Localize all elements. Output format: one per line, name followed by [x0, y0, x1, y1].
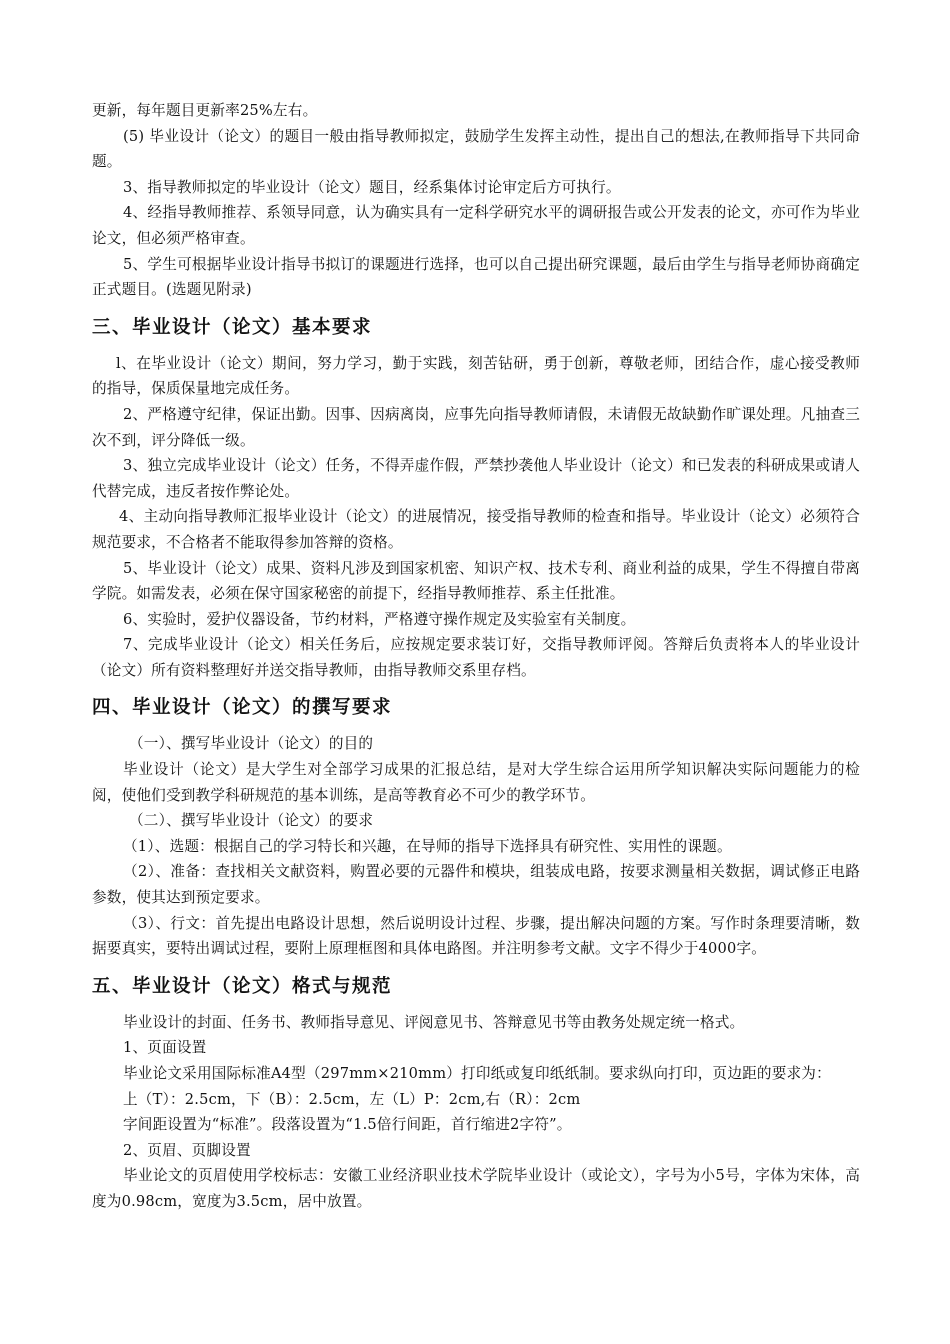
subheading-purpose: （一）、撰写毕业设计（论文）的目的 — [129, 735, 374, 753]
subheading-header-footer: 2、页眉、页脚设置 — [123, 1141, 251, 1159]
paragraph-req-6: 6、实验时，爱护仪器设备，节约材料，严格遵守操作规定及实验室有关制度。 — [123, 610, 636, 628]
paragraph-header-setting: 毕业论文的页眉使用学校标志：安徽工业经济职业技术学院毕业设计（或论文），字号为小5号，字体为宋体，高度为0.98cm，宽度为3.5cm，居中放置。 — [92, 1167, 860, 1210]
paragraph-topic-5: (5) 毕业设计（论文）的题目一般由指导教师拟定，鼓励学生发挥主动性，提出自己的想法,在教师指导下共同命题。 — [92, 127, 860, 171]
section-heading-5: 五、毕业设计（论文）格式与规范 — [92, 975, 393, 997]
paragraph-purpose: 毕业设计（论文）是大学生对全部学习成果的汇报总结，是对大学生综合运用所学知识解决实际问题能力的检阅，使他们受到教学科研规范的基本训练，是高等教育必不可少的教学环节。 — [92, 761, 860, 804]
paragraph-item-3: 3、指导教师拟定的毕业设计（论文）题目，经系集体讨论审定后方可执行。 — [123, 178, 621, 196]
paragraph-topic-selection: （1）、选题：根据自己的学习特长和兴趣，在导师的指导下选择具有研究性、实用性的课题。 — [123, 837, 732, 855]
paragraph-req-1: l、在毕业设计（论文）期间，努力学习，勤于实践，刻苦钻研，勇于创新，尊敬老师，团结合作，虚心接受教师的指导，保质保量地完成任务。 — [92, 354, 860, 398]
paragraph-paper-size: 毕业论文采用国际标准A4型（297mm×210mm）打印纸或复印纸纸制。要求纵向打印，页边距的要求为： — [123, 1065, 831, 1082]
paragraph-req-4: 4、主动向指导教师汇报毕业设计（论文）的进展情况，接受指导教师的检查和指导。毕业设计（论文）必须符合规范要求，不合格者不能取得参加答辩的资格。 — [92, 508, 860, 551]
paragraph-margins: 上（T）：2.5cm，下（B）：2.5cm，左（L）P：2cm,右（R）：2cm — [123, 1090, 581, 1108]
subheading-page-setup: 1、页面设置 — [123, 1039, 207, 1057]
paragraph-spacing: 字间距设置为“标准”。段落设置为“1.5倍行间距，首行缩进2字符”。 — [123, 1116, 572, 1134]
document-page — [92, 98, 860, 1215]
paragraph-writing: （3）、行文：首先提出电路设计思想，然后说明设计过程、步骤，提出解决问题的方案。写作时条理要清晰，数据要真实，要特出调试过程，要附上原理框图和具体电路图。并注明参考文献。文字不得少于4000字。 — [92, 914, 860, 958]
section-heading-3: 三、毕业设计（论文）基本要求 — [92, 316, 373, 338]
paragraph-req-2: 2、严格遵守纪律，保证出勤。因事、因病离岗，应事先向指导教师请假，未请假无故缺勤作旷课处理。凡抽查三次不到，评分降低一级。 — [92, 405, 860, 449]
paragraph-req-7: 7、完成毕业设计（论文）相关任务后，应按规定要求装订好，交指导教师评阅。答辩后负责将本人的毕业设计（论文）所有资料整理好并送交指导教师，由指导教师交系里存档。 — [92, 636, 860, 679]
paragraph-preparation: （2）、准备：查找相关文献资料，购置必要的元器件和模块，组装成电路，按要求测量相关数据，调试修正电路参数，使其达到预定要求。 — [92, 863, 860, 907]
section-heading-4: 四、毕业设计（论文）的撰写要求 — [92, 697, 393, 719]
paragraph-item-5: 5、学生可根据毕业设计指导书拟订的课题进行选择，也可以自己提出研究课题，最后由学生与指导老师协商确定正式题目。(选题见附录) — [92, 255, 860, 299]
subheading-requirements: （二）、撰写毕业设计（论文）的要求 — [129, 812, 374, 830]
paragraph-req-3: 3、独立完成毕业设计（论文）任务，不得弄虚作假，严禁抄袭他人毕业设计（论文）和已发表的科研成果或请人代替完成，违反者按作弊论处。 — [92, 457, 860, 500]
paragraph-req-5: 5、毕业设计（论文）成果、资料凡涉及到国家机密、知识产权、技术专利、商业利益的成果，学生不得擅自带离学院。如需发表，必须在保守国家秘密的前提下，经指导教师推荐、系主任批准。 — [92, 559, 860, 603]
paragraph-item-4: 4、经指导教师推荐、系领导同意，认为确实具有一定科学研究水平的调研报告或公开发表的论文，亦可作为毕业论文，但必须严格审查。 — [92, 204, 860, 247]
paragraph-format-intro: 毕业设计的封面、任务书、教师指导意见、评阅意见书、答辩意见书等由教务处规定统一格式。 — [123, 1013, 745, 1031]
paragraph-continued: 更新，每年题目更新率25%左右。 — [92, 102, 318, 119]
